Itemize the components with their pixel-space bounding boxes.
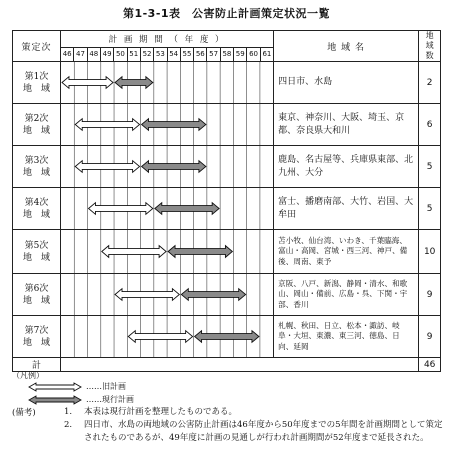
region-names: 鹿島、名古屋等、兵庫県東部、北九州、大分 <box>274 146 419 188</box>
current-plan-bar <box>155 203 219 215</box>
period-chart-cell <box>61 230 274 274</box>
period-chart-cell <box>61 316 274 358</box>
current-plan-bar <box>195 331 259 343</box>
region-count: 5 <box>419 188 441 230</box>
old-plan-bar <box>75 161 139 173</box>
year-header: 60 <box>247 47 260 61</box>
phase-column-header: 策定次 <box>13 31 61 62</box>
table-row <box>13 274 441 316</box>
current-plan-bar <box>181 289 245 301</box>
region-count: 9 <box>419 274 441 316</box>
old-plan-bar <box>115 289 179 301</box>
period-chart <box>61 104 273 145</box>
legend-old-text: ……旧計画 <box>86 382 126 391</box>
phase-sublabel: 地 域 <box>22 209 50 220</box>
phase-label: 第6次 <box>24 283 49 294</box>
period-chart <box>61 146 273 187</box>
plan-status-table <box>12 30 441 372</box>
table-row <box>13 146 441 188</box>
notes-label: (備考) <box>12 408 36 418</box>
total-label: 計 <box>13 358 61 372</box>
year-header: 58 <box>220 47 233 61</box>
phase-sublabel: 地 域 <box>22 167 50 178</box>
phase-label: 第1次 <box>24 71 49 82</box>
current-plan-bar <box>115 77 153 89</box>
current-plan-bar <box>142 119 206 131</box>
region-column-header: 地 域 名 <box>274 31 419 62</box>
phase-cell <box>13 230 61 274</box>
current-plan-bar <box>142 161 206 173</box>
period-chart-cell <box>61 146 274 188</box>
period-chart <box>61 230 273 273</box>
year-header: 53 <box>154 47 167 61</box>
table-row <box>13 104 441 146</box>
year-header: 47 <box>74 47 87 61</box>
legend-current-text: ……現行計画 <box>86 395 134 404</box>
count-column-header: 地域数 <box>419 31 441 62</box>
region-names: 札幌、秋田、日立、松本・諏訪、岐阜・大垣、東濃、東三河、徳島、日向、延岡 <box>274 316 419 358</box>
region-count: 9 <box>419 316 441 358</box>
old-plan-bar <box>102 246 166 258</box>
region-names: 京阪、八戸、新潟、静岡・清水、和歌山、岡山・備前、広島・呉、下関・宇部、香川 <box>274 274 419 316</box>
phase-cell <box>13 146 61 188</box>
phase-label: 第4次 <box>24 197 49 208</box>
old-plan-bar <box>128 331 192 343</box>
period-chart <box>61 62 273 103</box>
year-header: 56 <box>194 47 207 61</box>
total-row <box>13 358 441 372</box>
phase-sublabel: 地 域 <box>22 83 50 94</box>
total-empty <box>61 358 419 372</box>
region-names: 四日市、水島 <box>274 62 419 104</box>
year-header: 50 <box>114 47 127 61</box>
year-header: 51 <box>127 47 140 61</box>
region-names: 東京、神奈川、大阪、埼玉、京都、奈良県大和川 <box>274 104 419 146</box>
year-header: 46 <box>61 47 74 61</box>
table-row <box>13 188 441 230</box>
table-row <box>13 230 441 274</box>
phase-cell <box>13 104 61 146</box>
year-header: 61 <box>260 47 273 61</box>
phase-sublabel: 地 域 <box>22 337 50 348</box>
phase-cell <box>13 316 61 358</box>
region-names: 富士、播磨南部、大竹、岩国、大牟田 <box>274 188 419 230</box>
period-chart-cell <box>61 62 274 104</box>
table-title: 第1-3-1表 公害防止計画策定状況一覧 <box>122 7 331 20</box>
phase-cell <box>13 274 61 316</box>
legend-current-plan <box>28 395 178 405</box>
region-count: 2 <box>419 62 441 104</box>
phase-cell <box>13 62 61 104</box>
old-plan-bar <box>75 119 139 131</box>
phase-label: 第7次 <box>24 325 49 336</box>
year-header: 54 <box>167 47 180 61</box>
old-plan-arrow-icon <box>28 382 82 392</box>
period-chart-cell <box>61 274 274 316</box>
period-chart-cell <box>61 104 274 146</box>
old-plan-bar <box>89 203 153 215</box>
phase-label: 第5次 <box>24 240 49 251</box>
current-plan-bar <box>168 246 232 258</box>
region-names: 苫小牧、仙台湾、いわき、千葉臨海、富山・高岡、宮城・西三河、神戸、備後、周南、東予 <box>274 230 419 274</box>
phase-sublabel: 地 域 <box>22 295 50 306</box>
region-count: 6 <box>419 104 441 146</box>
period-column-header: 計 画 期 間 （ 年 度 ） <box>61 31 274 48</box>
current-plan-arrow-icon <box>28 395 82 405</box>
table-row <box>13 316 441 358</box>
year-header: 57 <box>207 47 220 61</box>
phase-sublabel: 地 域 <box>22 125 50 136</box>
period-chart <box>61 274 273 315</box>
year-header: 48 <box>87 47 100 61</box>
year-header: 49 <box>100 47 113 61</box>
region-count: 5 <box>419 146 441 188</box>
phase-label: 第2次 <box>24 113 49 124</box>
year-header: 52 <box>140 47 153 61</box>
legend-label: （凡例） <box>12 371 44 380</box>
table-row <box>13 62 441 104</box>
phase-sublabel: 地 域 <box>22 252 50 263</box>
year-header: 55 <box>180 47 193 61</box>
phase-cell <box>13 188 61 230</box>
total-count: 46 <box>419 358 441 372</box>
year-header: 59 <box>234 47 247 61</box>
phase-label: 第3次 <box>24 155 49 166</box>
region-count: 10 <box>419 230 441 274</box>
period-chart <box>61 316 273 357</box>
period-chart-cell <box>61 188 274 230</box>
period-chart <box>61 188 273 229</box>
legend-old-plan <box>28 382 178 392</box>
